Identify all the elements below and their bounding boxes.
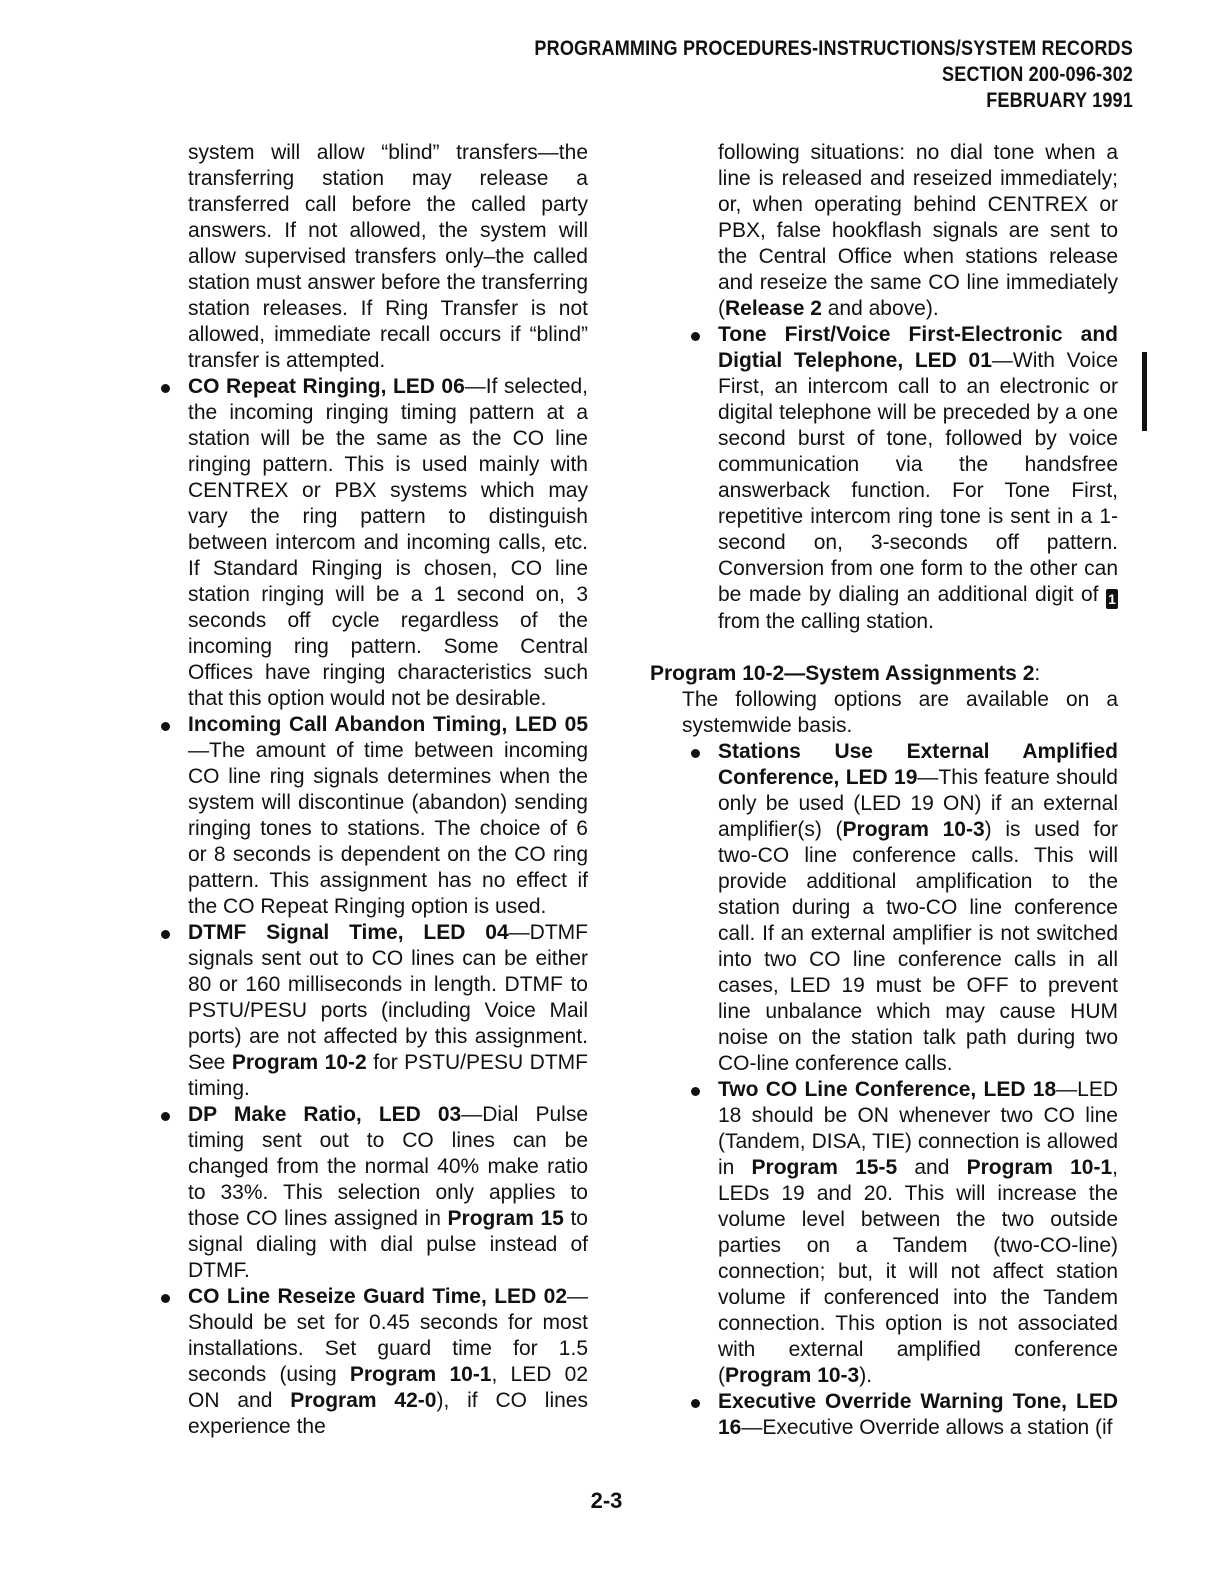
item-text: —LED 18 should be ON whenever two CO line (Tandem, DISA, TIE) connection is allowed in bbox=[718, 1078, 1118, 1179]
item-text: —With Voice First, an intercom call to an electronic or digital telephone will be preceded by a one second burst of tone, followed by voice communication via the handsfree answerback function. For Tone First, repetitive intercom ring tone is sent in a 1-second on, 3-seconds off pattern. Conversion from one form to the other can be made by dialing an additional digit of bbox=[718, 349, 1118, 606]
item-title: Tone First/Voice First-Electronic and Digtial Telephone, LED 01 bbox=[718, 323, 1118, 372]
item-text: — Should be set for 0.45 seconds for most installations. Set guard time for 1.5 seconds (using bbox=[188, 1285, 588, 1386]
item-text: ). bbox=[859, 1364, 873, 1387]
page-number: 2-3 bbox=[590, 1488, 623, 1513]
item-text: ) is used for two-CO line conference calls. This will provide additional amplification to the station during a two-CO line conference call. If an external amplifier is not switched into two CO line conference calls in all cases, LED 19 must be OFF to prevent line unbalance which may cause HUM noise on the station talk path during two CO-line conference calls. bbox=[718, 818, 1118, 1075]
item-text: —The amount of time between incoming CO line ring signals determines when the system will discontinue (abandon) sending ringing tones to stations. The choice of 6 or 8 seconds is dependent on the CO ring pattern. This assignment has no effect if the CO Repeat Ringing option is used. bbox=[188, 739, 588, 918]
bullet-icon bbox=[161, 930, 170, 939]
intro-paragraph: system will allow “blind” transfers—the transferring station may release a transferred call before the called party answers. If not allowed, the system will allow supervised transfers only–the called station must answer before the transferring station releases. If Ring Transfer is not allowed, immediate recall occurs if “blind” transfer is attempted. bbox=[188, 141, 588, 372]
list-item bbox=[718, 322, 1118, 635]
list-item bbox=[188, 712, 588, 920]
continuation-block bbox=[650, 140, 1118, 635]
bullet-icon bbox=[691, 332, 700, 341]
program-options-list bbox=[650, 739, 1118, 1441]
header-section: SECTION 200-096-302 bbox=[942, 63, 1133, 86]
list-item bbox=[188, 1284, 588, 1440]
program-reference: Program 15 bbox=[447, 1207, 564, 1230]
bullet-icon bbox=[691, 749, 700, 758]
header-doc-title: PROGRAMMING PROCEDURES-INSTRUCTIONS/SYSTEM RECORDS bbox=[534, 37, 1133, 60]
program-reference: Program 10-1 bbox=[349, 1363, 492, 1386]
program-reference: Program 10-3 bbox=[842, 818, 985, 841]
list-item bbox=[188, 1102, 588, 1284]
program-reference: Program 15-5 bbox=[751, 1156, 898, 1179]
item-title: CO Line Reseize Guard Time, LED 02 bbox=[188, 1285, 567, 1308]
item-text: to signal dialing with dial pulse instead of DTMF. bbox=[188, 1207, 588, 1282]
right-column bbox=[650, 140, 1118, 1441]
program-description: The following options are available on a systemwide basis. bbox=[682, 688, 1118, 737]
program-reference: Program 10-1 bbox=[966, 1156, 1113, 1179]
program-section bbox=[650, 661, 1118, 1441]
item-text: , LED 02 ON and bbox=[188, 1363, 588, 1412]
left-column bbox=[188, 140, 588, 1440]
bullet-icon bbox=[161, 722, 170, 731]
program-heading bbox=[650, 661, 1118, 687]
item-title: DTMF Signal Time, LED 04 bbox=[188, 921, 509, 944]
program-reference: Program 10-2 bbox=[231, 1051, 367, 1074]
header-date: FEBRUARY 1991 bbox=[986, 89, 1133, 112]
list-item bbox=[188, 920, 588, 1102]
continuation-text: following situations: no dial tone when a line is released and reseized immediately; or, when operating behind CENTREX or PBX, false hookflash signals are sent to the Central Office when stations release and reseize the same CO line immediately ( bbox=[718, 141, 1118, 320]
program-title: Program 10-2—System Assignments 2 bbox=[650, 662, 1035, 685]
revision-change-bar bbox=[1142, 352, 1147, 431]
item-text: —DTMF signals sent out to CO lines can be either 80 or 160 milliseconds in length. DTMF to PSTU/PESU ports (including Voice Mail ports) are not affected by this assignment. See bbox=[188, 921, 588, 1074]
item-title: Executive Override Warning Tone, LED 16 bbox=[718, 1390, 1118, 1439]
release-reference: Release 2 bbox=[725, 297, 822, 320]
continuation-end: and above). bbox=[821, 297, 939, 320]
list-item bbox=[718, 1389, 1118, 1441]
item-text: ), if CO lines experience the bbox=[188, 1389, 588, 1438]
item-title: Two CO Line Conference, LED 18 bbox=[718, 1078, 1057, 1101]
program-reference: Program 42-0 bbox=[290, 1389, 437, 1412]
program-colon: : bbox=[1034, 662, 1041, 685]
item-text: —If selected, the incoming ringing timing pattern at a station will be the same as the CO line ringing pattern. This is used mainly with CENTREX or PBX systems which may vary the ring pattern to distinguish between intercom and incoming calls, etc. If Standard Ringing is chosen, CO line station ringing will be a 1 second on, 3 seconds off cycle regardless of the incoming ring pattern. Some Central Offices have ringing characteristics such that this option would not be desirable. bbox=[188, 375, 588, 710]
bullet-icon bbox=[691, 1399, 700, 1408]
dial-key-icon: 1 bbox=[1106, 589, 1118, 609]
bullet-icon bbox=[161, 1294, 170, 1303]
program-reference: Program 10-3 bbox=[725, 1364, 860, 1387]
item-text: from the calling station. bbox=[718, 610, 934, 633]
item-text: for PSTU/PESU DTMF timing. bbox=[188, 1051, 588, 1100]
list-item bbox=[718, 739, 1118, 1077]
item-title: Incoming Call Abandon Timing, LED 05 bbox=[188, 713, 588, 736]
item-title: DP Make Ratio, LED 03 bbox=[188, 1103, 462, 1126]
item-title: Stations Use External Amplified Conference, LED 19 bbox=[718, 740, 1118, 789]
list-item bbox=[188, 374, 588, 712]
bullet-icon bbox=[691, 1087, 700, 1096]
bullet-icon bbox=[161, 384, 170, 393]
page-header bbox=[445, 36, 1133, 114]
bullet-icon bbox=[161, 1112, 170, 1121]
item-text: —This feature should only be used (LED 19 ON) if an external amplifier(s) ( bbox=[718, 766, 1118, 841]
continuation-paragraph bbox=[718, 140, 1118, 322]
list-item bbox=[718, 1077, 1118, 1389]
item-title: CO Repeat Ringing, LED 06 bbox=[188, 375, 465, 398]
item-text: , LEDs 19 and 20. This will increase the volume level between the two outside parties on a Tandem (two-CO-line) connection; but, it will not affect station volume if conferenced into the Tandem connection. This option is not associated with external amplified conference ( bbox=[718, 1156, 1118, 1387]
item-text: —Dial Pulse timing sent out to CO lines can be changed from the normal 40% make ratio to 33%. This selection only applies to those CO lines assigned in bbox=[188, 1103, 588, 1230]
item-text: —Executive Override allows a station (if bbox=[741, 1416, 1113, 1439]
item-text: and bbox=[897, 1156, 967, 1179]
